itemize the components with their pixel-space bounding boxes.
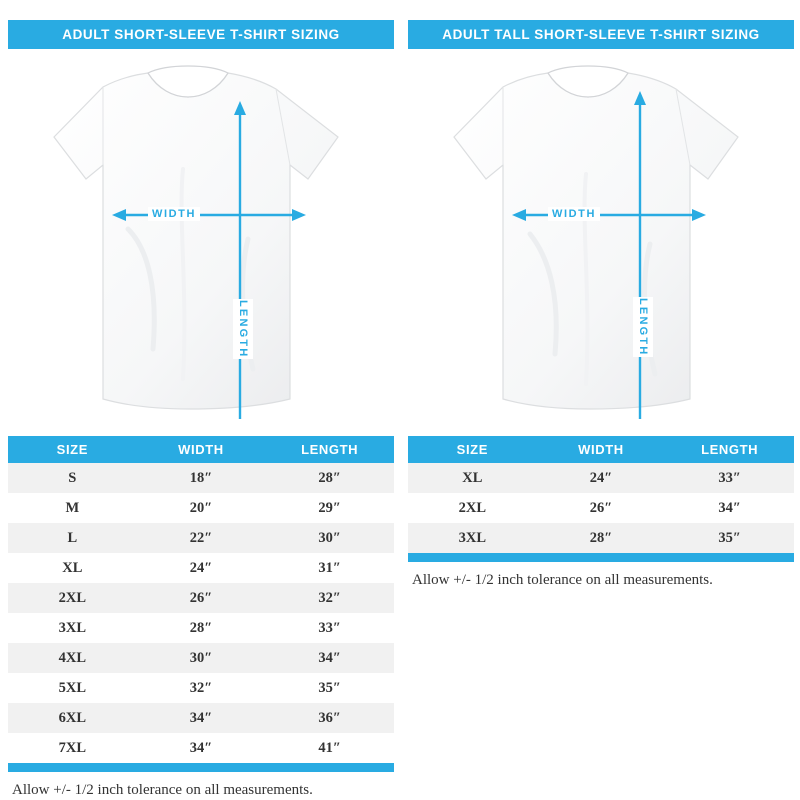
shirt-body-shape: [454, 73, 738, 409]
cell-width: 22″: [137, 523, 266, 553]
cell-width: 28″: [137, 613, 266, 643]
length-label: LENGTH: [233, 299, 253, 359]
cell-length: 29″: [265, 493, 394, 523]
table-row: [8, 733, 394, 763]
table-row: [408, 463, 794, 493]
header-length: LENGTH: [665, 436, 794, 463]
header-length: LENGTH: [265, 436, 394, 463]
table-row: [8, 703, 394, 733]
table-bottom-bar: [8, 763, 394, 772]
cell-length: 31″: [265, 553, 394, 583]
table-row: [8, 673, 394, 703]
adult-tall-shirt-illustration: [408, 49, 794, 419]
adult-tall-tolerance-note: Allow +/- 1/2 inch tolerance on all measurements.: [412, 572, 713, 588]
adult-size-table: [8, 436, 394, 763]
cell-size: 6XL: [8, 703, 137, 733]
cell-width: 28″: [537, 523, 666, 553]
width-label: WIDTH: [548, 207, 600, 221]
table-row: [8, 643, 394, 673]
cell-size: 2XL: [8, 583, 137, 613]
cell-size: S: [8, 463, 137, 493]
shirt-body-shape: [54, 73, 338, 409]
cell-size: XL: [8, 553, 137, 583]
cell-length: 35″: [665, 523, 794, 553]
table-row: [8, 463, 394, 493]
adult-tall-sizing-panel: [408, 0, 794, 419]
cell-length: 35″: [265, 673, 394, 703]
cell-width: 34″: [137, 703, 266, 733]
table-row: [8, 553, 394, 583]
adult-size-table-block: [8, 436, 394, 799]
table-row: [8, 523, 394, 553]
cell-width: 20″: [137, 493, 266, 523]
cell-width: 34″: [137, 733, 266, 763]
adult-tall-sizing-banner: ADULT TALL SHORT-SLEEVE T-SHIRT SIZING: [408, 20, 794, 49]
cell-length: 34″: [265, 643, 394, 673]
cell-length: 28″: [265, 463, 394, 493]
width-label: WIDTH: [148, 207, 200, 221]
cell-width: 32″: [137, 673, 266, 703]
table-row: [408, 493, 794, 523]
cell-size: M: [8, 493, 137, 523]
cell-width: 26″: [537, 493, 666, 523]
cell-length: 33″: [265, 613, 394, 643]
adult-sizing-banner: ADULT SHORT-SLEEVE T-SHIRT SIZING: [8, 20, 394, 49]
adult-tolerance-note: Allow +/- 1/2 inch tolerance on all measurements.: [12, 782, 313, 798]
header-width: WIDTH: [537, 436, 666, 463]
cell-width: 24″: [537, 463, 666, 493]
tshirt-tall-graphic: [408, 49, 794, 419]
cell-size: L: [8, 523, 137, 553]
table-row: [8, 613, 394, 643]
header-width: WIDTH: [137, 436, 266, 463]
cell-size: 3XL: [8, 613, 137, 643]
cell-width: 18″: [137, 463, 266, 493]
table-row: [408, 523, 794, 553]
header-size: SIZE: [408, 436, 537, 463]
adult-tall-size-table-block: [408, 436, 794, 589]
cell-size: 2XL: [408, 493, 537, 523]
cell-size: 3XL: [408, 523, 537, 553]
cell-width: 26″: [137, 583, 266, 613]
cell-size: 4XL: [8, 643, 137, 673]
cell-length: 33″: [665, 463, 794, 493]
cell-size: 7XL: [8, 733, 137, 763]
table-bottom-bar: [408, 553, 794, 562]
adult-sizing-panel: [8, 0, 394, 419]
length-label: LENGTH: [633, 297, 653, 357]
table-header-row: [408, 436, 794, 463]
cell-length: 30″: [265, 523, 394, 553]
header-size: SIZE: [8, 436, 137, 463]
adult-tall-size-table: [408, 436, 794, 553]
tshirt-graphic: [8, 49, 394, 419]
cell-length: 32″: [265, 583, 394, 613]
table-header-row: [8, 436, 394, 463]
table-row: [8, 493, 394, 523]
cell-size: 5XL: [8, 673, 137, 703]
cell-length: 36″: [265, 703, 394, 733]
adult-shirt-illustration: [8, 49, 394, 419]
cell-length: 41″: [265, 733, 394, 763]
cell-length: 34″: [665, 493, 794, 523]
cell-size: XL: [408, 463, 537, 493]
cell-width: 24″: [137, 553, 266, 583]
cell-width: 30″: [137, 643, 266, 673]
table-row: [8, 583, 394, 613]
